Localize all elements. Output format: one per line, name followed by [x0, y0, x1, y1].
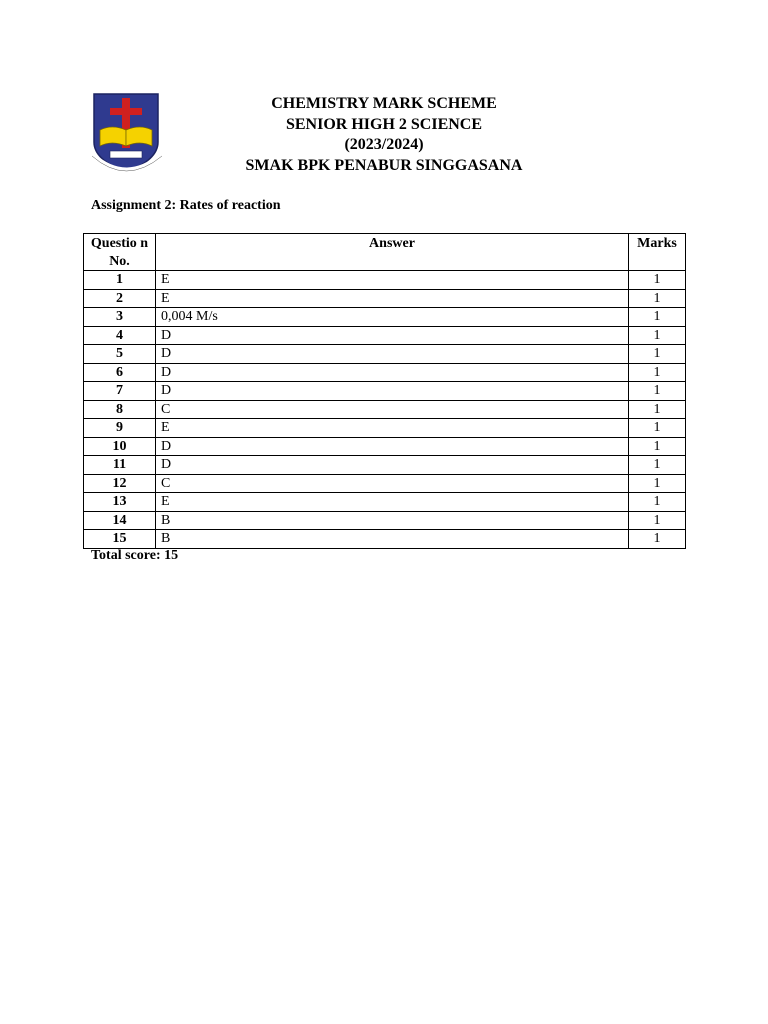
title-line-1: CHEMISTRY MARK SCHEME [271, 95, 497, 112]
question-number-cell: 1 [84, 271, 156, 290]
marks-cell: 1 [629, 326, 686, 345]
question-number-cell: 11 [84, 456, 156, 475]
marks-cell: 1 [629, 437, 686, 456]
total-score: Total score: 15 [91, 548, 179, 563]
assignment-heading: Assignment 2: Rates of reaction [91, 198, 281, 213]
answer-cell: D [156, 437, 629, 456]
question-number-cell: 14 [84, 511, 156, 530]
answer-cell: D [156, 456, 629, 475]
question-number-cell: 15 [84, 530, 156, 549]
answer-cell: D [156, 326, 629, 345]
table-row [84, 474, 686, 493]
answer-cell: B [156, 530, 629, 549]
question-number-cell: 7 [84, 382, 156, 401]
school-crest-logo [88, 90, 166, 182]
answer-cell: D [156, 345, 629, 364]
question-number-cell: 5 [84, 345, 156, 364]
marks-cell: 1 [629, 400, 686, 419]
answer-cell: 0,004 M/s [156, 308, 629, 327]
table-row [84, 400, 686, 419]
question-number-cell: 2 [84, 289, 156, 308]
answer-cell: D [156, 363, 629, 382]
question-number-cell: 8 [84, 400, 156, 419]
marks-cell: 1 [629, 530, 686, 549]
question-number-cell: 4 [84, 326, 156, 345]
table-row [84, 437, 686, 456]
table-row [84, 308, 686, 327]
marks-cell: 1 [629, 474, 686, 493]
marks-cell: 1 [629, 382, 686, 401]
table-row [84, 326, 686, 345]
table-row [84, 419, 686, 438]
table-header-row [84, 234, 686, 271]
answer-cell: E [156, 493, 629, 512]
title-line-2: SENIOR HIGH 2 SCIENCE [285, 115, 483, 133]
table-row [84, 382, 686, 401]
table-body [84, 271, 686, 549]
title-line-4: SMAK BPK PENABUR SINGGASANA [245, 156, 523, 174]
marks-cell: 1 [629, 456, 686, 475]
table-row [84, 345, 686, 364]
table-row [84, 289, 686, 308]
answer-cell: C [156, 400, 629, 419]
column-header-marks: Marks [629, 234, 686, 271]
answer-cell: E [156, 271, 629, 290]
answer-cell: B [156, 511, 629, 530]
marks-cell: 1 [629, 419, 686, 438]
table-row [84, 456, 686, 475]
table-row [84, 271, 686, 290]
mark-scheme-table [83, 233, 686, 549]
answer-cell: E [156, 419, 629, 438]
marks-cell: 1 [629, 363, 686, 382]
question-number-cell: 3 [84, 308, 156, 327]
marks-cell: 1 [629, 271, 686, 290]
table-row [84, 363, 686, 382]
question-number-cell: 6 [84, 363, 156, 382]
answer-cell: D [156, 382, 629, 401]
answer-cell: E [156, 289, 629, 308]
document-title [200, 94, 568, 176]
marks-cell: 1 [629, 511, 686, 530]
table-row [84, 493, 686, 512]
marks-cell: 1 [629, 289, 686, 308]
title-line-3: (2023/2024) [344, 136, 424, 153]
answer-cell: C [156, 474, 629, 493]
question-number-cell: 13 [84, 493, 156, 512]
marks-cell: 1 [629, 345, 686, 364]
question-number-cell: 10 [84, 437, 156, 456]
table-row [84, 530, 686, 549]
question-number-cell: 9 [84, 419, 156, 438]
column-header-answer: Answer [156, 234, 629, 271]
column-header-question: Questio n No. [84, 234, 156, 271]
marks-cell: 1 [629, 308, 686, 327]
table-row [84, 511, 686, 530]
question-number-cell: 12 [84, 474, 156, 493]
marks-cell: 1 [629, 493, 686, 512]
